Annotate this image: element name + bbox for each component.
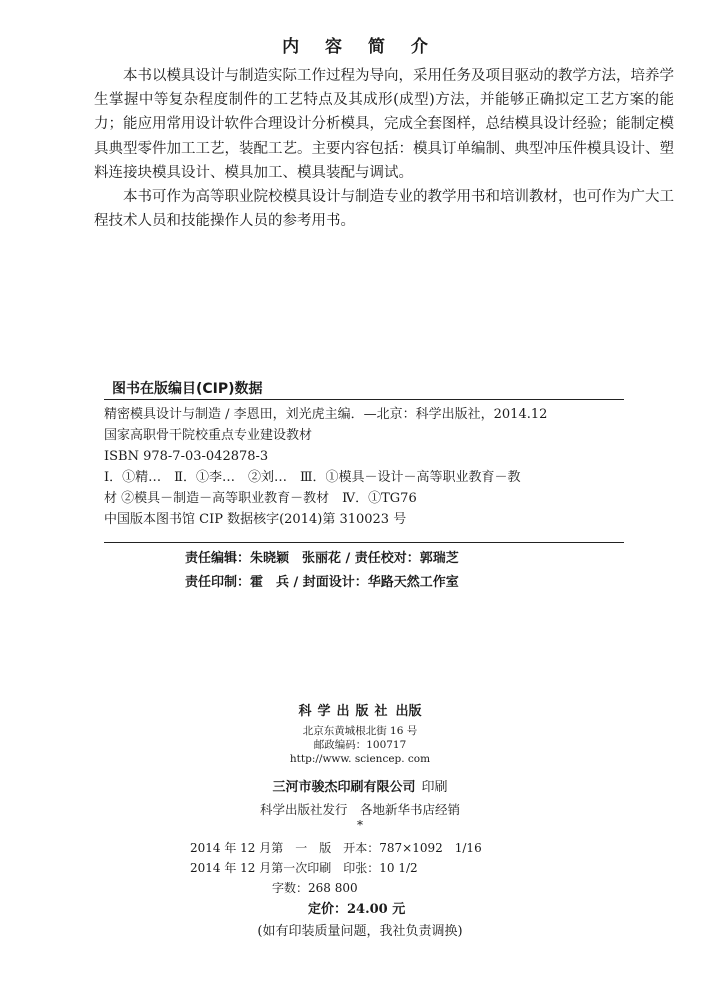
publisher-url: http://www. sciencep. com [289,753,431,765]
cip-title-line: 精密模具设计与制造 / 李恩田，刘光虎主编．—北京：科学出版社，2014.12 [104,407,548,422]
publisher-postcode: 邮政编码：100717 [313,739,407,751]
cip-isbn: ISBN 978-7-03-042878-3 [104,449,269,464]
summary-text [94,64,674,233]
quality-note: (如有印装质量问题，我社负责调换) [257,924,463,939]
summary-paragraph-2: 本书可作为高等职业院校模具设计与制造专业的教学用书和培训教材，也可作为广大工程技术人员和技能操作人员的参考用书。 [94,189,674,230]
printer-line [0,776,720,795]
edition-line: 2014 年 12 月第 一 版 开本：787×1092 1/16 [190,841,482,855]
distribution: 科学出版社发行 各地新华书店经销 [259,802,460,817]
publisher-address-block [0,724,720,766]
price: 定价：24.00 元 [308,902,406,917]
cip-series-line: 国家高职骨干院校重点专业建设教材 [104,428,313,443]
cip-classification-1: Ⅰ．①精… Ⅱ．①李… ②刘… Ⅲ．①模具－设计－高等职业教育－教 [104,470,521,485]
publisher-name: 科学出版社 [298,704,394,719]
printing-line: 2014 年 12 月第一次印刷 印张：10 1/2 [190,861,418,875]
printer-suffix: 印刷 [421,780,448,795]
word-count: 字数：268 800 [272,881,358,895]
separator-star: * [357,818,363,832]
printer-name: 三河市骏杰印刷有限公司 [272,780,416,795]
summary-title: 内 容 简 介 [282,37,438,57]
publisher-address: 北京东黄城根北街 16 号 [302,725,418,737]
publisher-line [0,700,720,719]
cip-record-number: 中国版本图书馆 CIP 数据核字(2014)第 310023 号 [104,512,407,527]
cip-classification-2: 材 ②模具－制造－高等职业教育－教材 Ⅳ．①TG76 [104,491,417,506]
credits [185,547,459,595]
publisher-suffix: 出版 [395,704,422,719]
cip-heading: 图书在版编目(CIP)数据 [112,381,263,397]
cip-record [104,404,644,530]
summary-paragraph-1: 本书以模具设计与制造实际工作过程为导向，采用任务及项目驱动的教学方法，培养学生掌握中等复杂程度制件的工艺特点及其成形(成型)方法，并能够正确拟定工艺方案的能力；能应用常用设计软件合理设计分析模具，完成全套图样，总结模具设计经验；能制定模具典型零件加工工艺，装配工艺。主要内容包括：模具订单编制、典型冲压件模具设计、塑料连接块模具设计、模具加工、模具装配与调试。 [94,68,674,181]
credits-editors: 责任编辑：朱晓颖 张丽花 / 责任校对：郭瑞芝 [185,551,459,566]
cip-top-divider [104,399,624,400]
cip-bottom-divider [104,542,624,543]
edition-info [190,838,482,898]
credits-production: 责任印制：霍 兵 / 封面设计：华路天然工作室 [185,575,459,590]
